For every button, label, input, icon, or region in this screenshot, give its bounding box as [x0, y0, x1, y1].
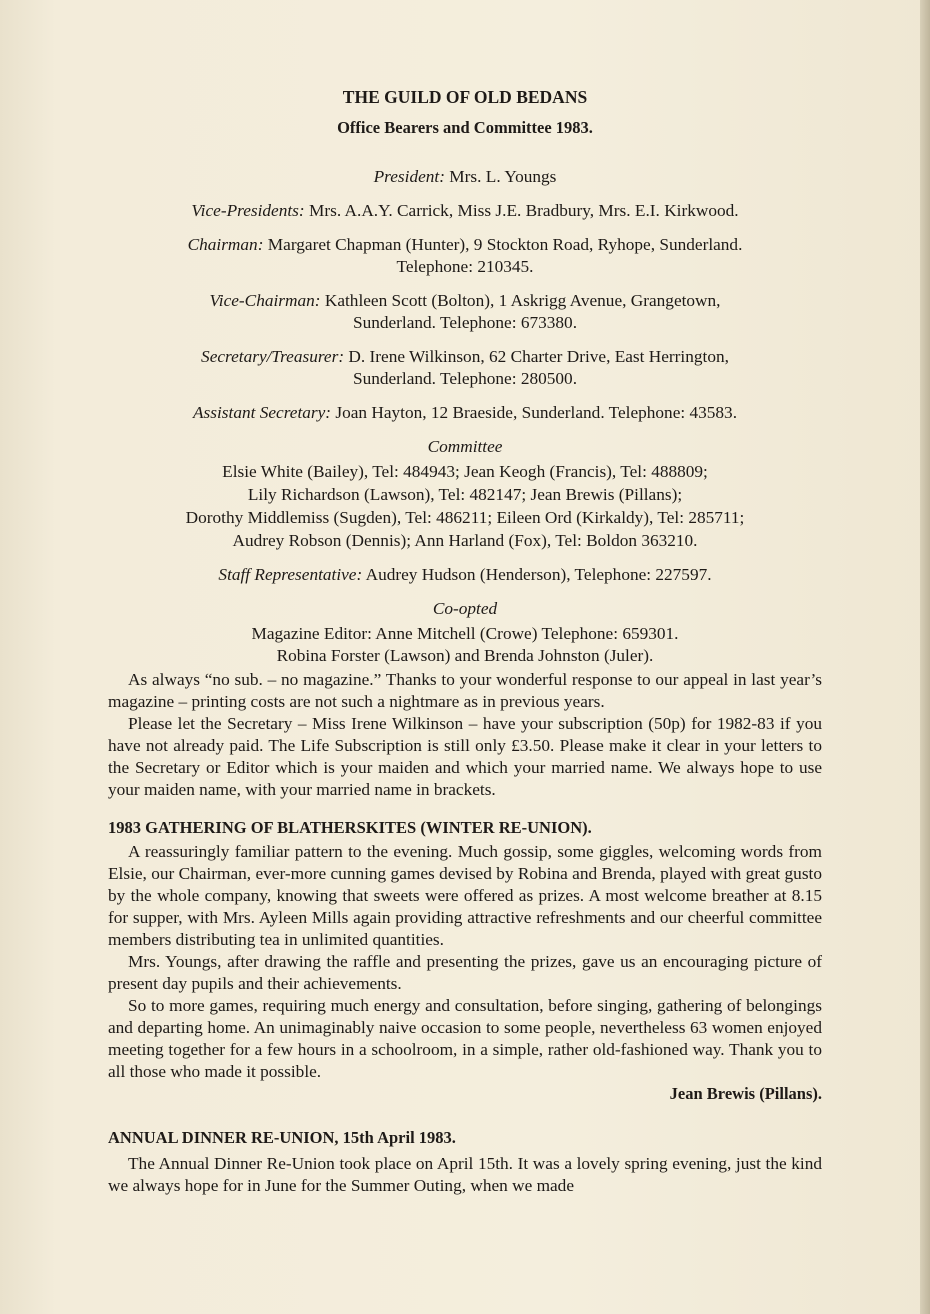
committee-line: Lily Richardson (Lawson), Tel: 482147; Jean Brewis (Pillans);: [247, 485, 683, 504]
intro-paragraph: As always “no sub. – no magazine.” Thanks to your wonderful response to our appeal in last year’s magazine – printing costs are not such a nightmare as in previous years.: [108, 670, 822, 711]
document-title: THE GUILD OF OLD BEDANS: [342, 87, 588, 107]
coopted-line: Robina Forster (Lawson) and Brenda Johnston (Juler).: [276, 646, 654, 665]
officer-detail: D. Irene Wilkinson, 62 Charter Drive, East Herrington,: [348, 347, 729, 366]
role-label: Vice-Presidents:: [191, 201, 305, 220]
gathering-paragraph: A reassuringly familiar pattern to the evening. Much gossip, some giggles, welcoming words from Elsie, our Chairman, ever-more cunning games devised by Robina and Brenda, played with great gusto by the whole company, knowing that sweets were offered as prizes. A most welcome breather at 8.15 for supper, with Mrs. Ayleen Mills again providing attractive refreshments and our cheerful committee members distributing tea in unlimited quantities.: [108, 842, 822, 949]
committee-list: [108, 461, 822, 552]
committee-line: Elsie White (Bailey), Tel: 484943; Jean Keogh (Francis), Tel: 488809;: [222, 462, 708, 481]
role-label: Assistant Secretary:: [192, 403, 332, 422]
officer-detail: Margaret Chapman (Hunter), 9 Stockton Road, Ryhope, Sunderland.: [267, 235, 743, 254]
page-edge: [920, 0, 930, 1314]
dinner-heading: ANNUAL DINNER RE-UNION, 15th April 1983.: [108, 1128, 456, 1147]
officer-vice-presidents: [108, 200, 822, 222]
committee-line: Audrey Robson (Dennis); Ann Harland (Fox), Tel: Boldon 363210.: [232, 531, 698, 550]
role-label: Staff Representative:: [218, 565, 363, 584]
officer-detail: Mrs. A.A.Y. Carrick, Miss J.E. Bradbury, Mrs. E.I. Kirkwood.: [308, 201, 739, 220]
officer-chairman: [108, 234, 822, 278]
document-subtitle: Office Bearers and Committee 1983.: [337, 118, 593, 137]
document-body: [108, 86, 822, 1197]
officer-detail-line2: Sunderland. Telephone: 673380.: [352, 313, 578, 332]
role-label: Vice-Chairman:: [209, 291, 321, 310]
officer-president: [108, 166, 822, 188]
intro-paragraph: Please let the Secretary – Miss Irene Wilkinson – have your subscription (50p) for 1982-83 if you have not already paid. The Life Subscription is still only £3.50. Please make it clear in your letters to the Secretary or Editor which is your maiden and which your married name. We always hope to use your maiden name, with your married name in brackets.: [108, 714, 822, 799]
committee-line: Dorothy Middlemiss (Sugden), Tel: 486211; Eileen Ord (Kirkaldy), Tel: 285711;: [185, 508, 745, 527]
role-label: Secretary/Treasurer:: [201, 347, 345, 366]
coopted-list: [108, 623, 822, 667]
officer-detail-line2: Telephone: 210345.: [396, 257, 534, 276]
staff-representative: [108, 564, 822, 586]
committee-heading: Committee: [427, 437, 503, 456]
gathering-heading: 1983 GATHERING OF BLATHERSKITES (WINTER RE-UNION).: [108, 818, 592, 837]
officer-secretary-treasurer: [108, 346, 822, 390]
coopted-line: Magazine Editor: Anne Mitchell (Crowe) Telephone: 659301.: [251, 624, 679, 643]
dinner-paragraph: The Annual Dinner Re-Union took place on April 15th. It was a lovely spring evening, just the kind we always hope for in June for the Summer Outing, when we made: [108, 1154, 822, 1195]
role-label: President:: [373, 167, 445, 186]
officer-detail: Kathleen Scott (Bolton), 1 Askrigg Avenue, Grangetown,: [324, 291, 721, 310]
gathering-paragraph: So to more games, requiring much energy and consultation, before singing, gathering of belongings and departing home. An unimaginably naive occasion to some people, nevertheless 63 women enjoyed meeting together for a few hours in a schoolroom, in a simple, rather old-fashioned way. Thank you to all those who made it possible.: [108, 996, 822, 1081]
coopted-heading: Co-opted: [432, 599, 498, 618]
officer-detail: Joan Hayton, 12 Braeside, Sunderland. Telephone: 43583.: [335, 403, 738, 422]
officer-detail: Mrs. L. Youngs: [449, 167, 557, 186]
gathering-paragraph: Mrs. Youngs, after drawing the raffle and presenting the prizes, gave us an encouraging picture of present day pupils and their achievements.: [108, 952, 822, 993]
officer-assistant-secretary: [108, 402, 822, 424]
officer-detail: Audrey Hudson (Henderson), Telephone: 227597.: [365, 565, 712, 584]
role-label: Chairman:: [187, 235, 264, 254]
gathering-signature: Jean Brewis (Pillans).: [669, 1084, 822, 1103]
officer-vice-chairman: [108, 290, 822, 334]
officer-detail-line2: Sunderland. Telephone: 280500.: [352, 369, 578, 388]
